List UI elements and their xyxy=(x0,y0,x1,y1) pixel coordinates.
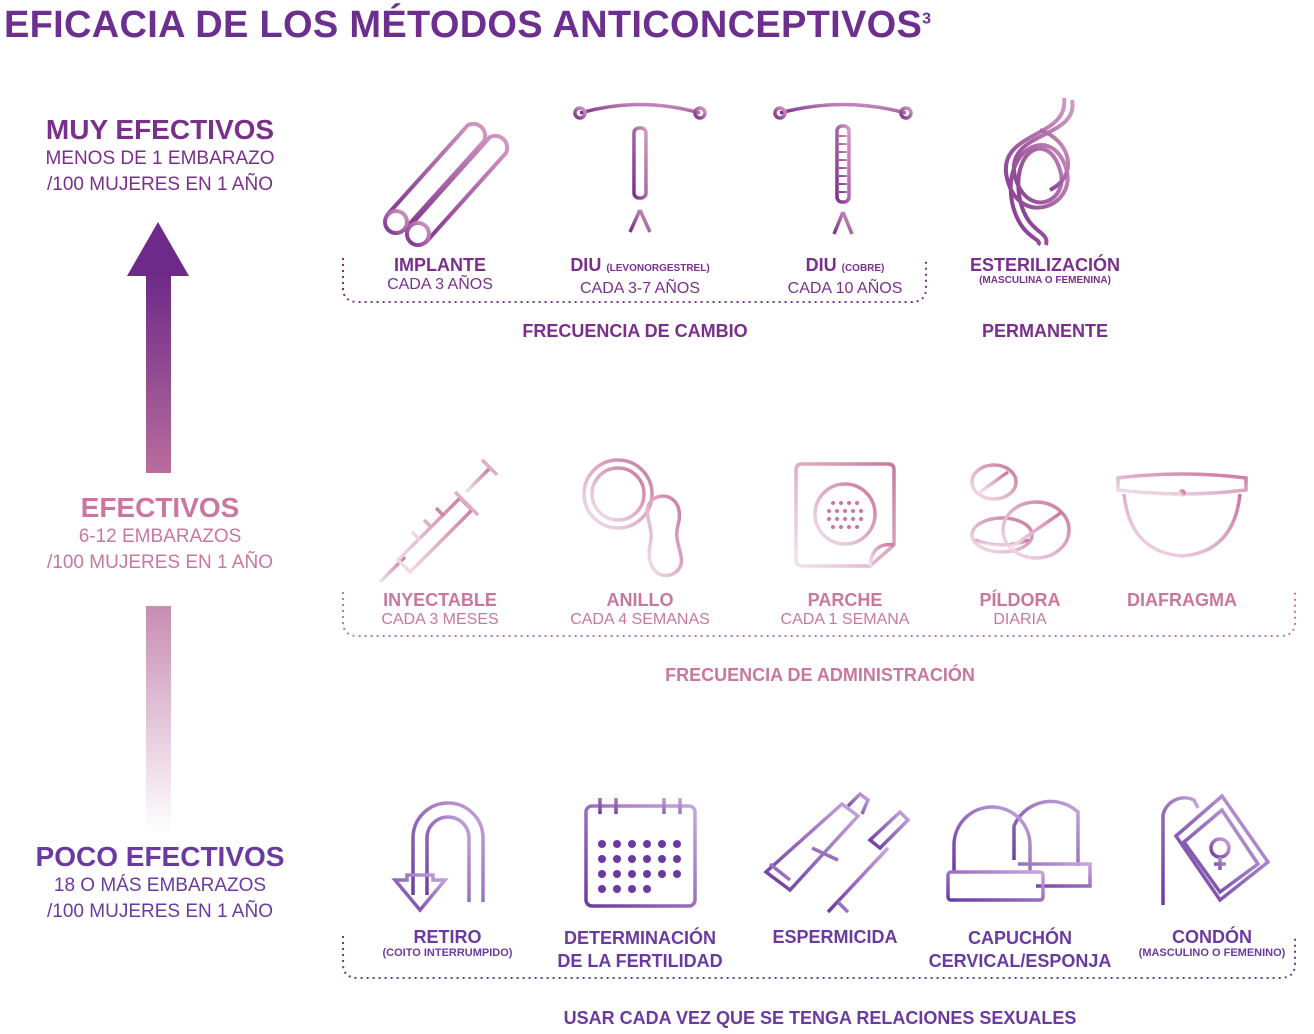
method-name: CAPUCHÓN xyxy=(967,928,1072,948)
method-frequency: CADA 1 SEMANA xyxy=(780,611,910,628)
calendar-icon xyxy=(586,798,695,906)
level-line2: /100 MUJERES EN 1 AÑO xyxy=(47,552,273,573)
method-name: INYECTABLE xyxy=(383,590,497,610)
method-sterilization xyxy=(950,255,1140,286)
method-name: CONDÓN xyxy=(1172,927,1252,947)
level-label: POCO EFECTIVOS xyxy=(35,841,285,872)
level-line2: /100 MUJERES EN 1 AÑO xyxy=(47,174,273,195)
method-name: DIU xyxy=(570,255,602,275)
ring-icon xyxy=(584,460,702,576)
condom-icon xyxy=(1163,796,1268,905)
level-label: EFECTIVOS xyxy=(80,492,240,523)
level-effective xyxy=(0,492,320,576)
cervical-cap-icon xyxy=(948,801,1090,900)
method-frequency: CADA 3-7 AÑOS xyxy=(579,280,701,297)
method-name: IMPLANTE xyxy=(394,255,486,275)
caption-administration-frequency: FRECUENCIA DE ADMINISTRACIÓN xyxy=(665,665,975,685)
method-patch xyxy=(765,590,925,629)
method-note: (LEVONORGESTREL) xyxy=(606,263,710,274)
method-cervical-cap xyxy=(920,927,1120,973)
method-condom xyxy=(1126,927,1298,959)
method-withdrawal xyxy=(360,927,535,959)
method-note: (MASCULINA O FEMENINA) xyxy=(979,275,1111,286)
method-diaphragm xyxy=(1110,590,1254,610)
method-frequency: CADA 3 AÑOS xyxy=(387,276,493,293)
method-pill xyxy=(955,590,1085,629)
diaphragm-icon xyxy=(1118,474,1246,556)
method-ring xyxy=(560,590,720,629)
iud-copper-icon xyxy=(775,105,911,235)
level-line2: /100 MUJERES EN 1 AÑO xyxy=(47,901,273,922)
implant-icon xyxy=(385,124,507,245)
knot-icon xyxy=(1006,98,1073,245)
method-name: PARCHE xyxy=(807,590,883,610)
method-name: ANILLO xyxy=(606,590,674,610)
method-name: ESTERILIZACIÓN xyxy=(969,255,1120,275)
level-line1: 18 O MÁS EMBARAZOS xyxy=(53,875,267,896)
caption-change-frequency: FRECUENCIA DE CAMBIO xyxy=(522,321,748,341)
method-frequency: CADA 3 MESES xyxy=(381,611,499,628)
method-name-line2: CERVICAL/ESPONJA xyxy=(928,951,1112,971)
method-note: (COBRE) xyxy=(841,263,885,274)
method-name: RETIRO xyxy=(413,927,482,947)
level-line1: MENOS DE 1 EMBARAZO xyxy=(45,148,275,169)
level-label: MUY EFECTIVOS xyxy=(45,114,275,145)
page-title: EFICACIA DE LOS MÉTODOS ANTICONCEPTIVOS$^3$ xyxy=(4,4,932,46)
method-frequency: CADA 10 AÑOS xyxy=(787,280,903,297)
level-very-effective xyxy=(0,114,320,198)
method-note: (COITO INTERRUMPIDO) xyxy=(382,947,513,959)
title-footnote: 3 xyxy=(922,10,932,28)
method-fertility-awareness xyxy=(545,927,735,973)
caption-every-time: USAR CADA VEZ QUE SE TENGA RELACIONES SEXUALES xyxy=(563,1008,1077,1028)
pill-icon xyxy=(972,465,1069,558)
patch-icon xyxy=(796,464,894,566)
caption-permanent: PERMANENTE xyxy=(981,321,1108,341)
method-frequency: CADA 4 SEMANAS xyxy=(570,611,710,628)
level-line1: 6-12 EMBARAZOS xyxy=(78,526,242,547)
method-frequency: DIARIA xyxy=(993,611,1047,628)
method-name: ESPERMICIDA xyxy=(772,927,898,947)
method-name: DIU xyxy=(805,255,837,275)
method-implant xyxy=(360,255,520,294)
spermicide-icon xyxy=(766,794,908,912)
method-name-line2: DE LA FERTILIDAD xyxy=(557,951,723,971)
iud-hormonal-icon xyxy=(575,105,705,233)
syringe-icon xyxy=(380,460,497,582)
method-iud-copper xyxy=(765,255,925,298)
method-injectable xyxy=(360,590,520,629)
method-name: PÍLDORA xyxy=(979,590,1061,610)
method-name: DIAFRAGMA xyxy=(1127,590,1237,610)
withdrawal-icon xyxy=(395,803,483,910)
method-iud-hormonal xyxy=(540,255,740,298)
level-less-effective xyxy=(0,841,320,925)
method-name: DETERMINACIÓN xyxy=(564,928,716,948)
method-note: (MASCULINO O FEMENINO) xyxy=(1138,947,1286,959)
method-spermicide xyxy=(760,927,910,947)
